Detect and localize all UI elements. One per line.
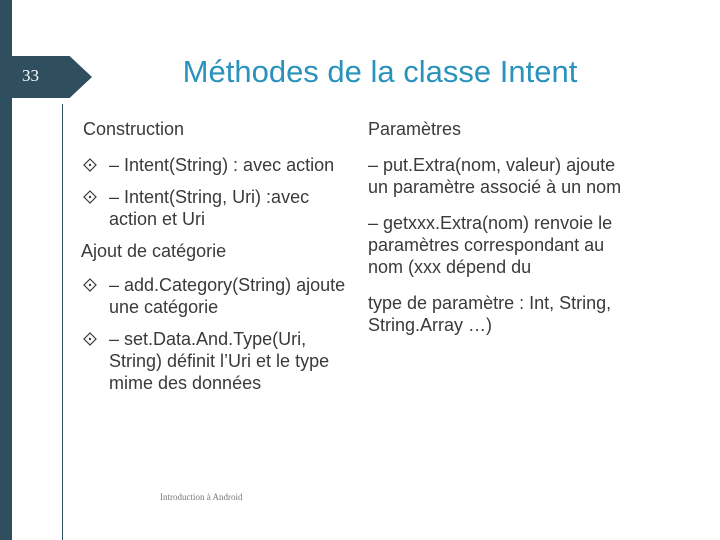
paragraph: – getxxx.Extra(nom) renvoie le paramètres correspondant au nom (xxx dépend du bbox=[368, 213, 613, 277]
list-item-text: – Intent(String) : avec action bbox=[109, 155, 335, 175]
right-column bbox=[368, 118, 638, 350]
paragraph: – put.Extra(nom, valeur) ajoute un paramètre associé à un nom bbox=[368, 155, 622, 197]
vertical-divider bbox=[62, 104, 63, 540]
left-column bbox=[83, 118, 353, 404]
list-item-text: – add.Category(String) ajoute une catégorie bbox=[109, 275, 346, 317]
diamond-bullet-icon bbox=[83, 190, 97, 204]
diamond-bullet-icon bbox=[83, 278, 97, 292]
parameters-heading: Paramètres bbox=[368, 119, 462, 139]
construction-heading: Construction bbox=[83, 119, 185, 139]
list-item-text: – Intent(String, Uri) :avec action et Uri bbox=[109, 187, 310, 229]
diamond-bullet-icon bbox=[83, 332, 97, 346]
list-item-text: – set.Data.And.Type(Uri, String) définit l’Uri et le type mime des données bbox=[109, 329, 330, 393]
slide-number: 33 bbox=[22, 66, 39, 85]
slide-footer: Introduction à Android bbox=[160, 492, 243, 502]
list-item bbox=[83, 328, 353, 394]
paragraph: type de paramètre : Int, String, String.Array …) bbox=[368, 293, 612, 335]
category-subheading: Ajout de catégorie bbox=[81, 241, 227, 261]
list-item bbox=[83, 274, 353, 318]
slide-title: Méthodes de la classe Intent bbox=[182, 54, 578, 89]
list-item bbox=[83, 186, 353, 230]
list-item bbox=[83, 154, 353, 176]
diamond-bullet-icon bbox=[83, 158, 97, 172]
